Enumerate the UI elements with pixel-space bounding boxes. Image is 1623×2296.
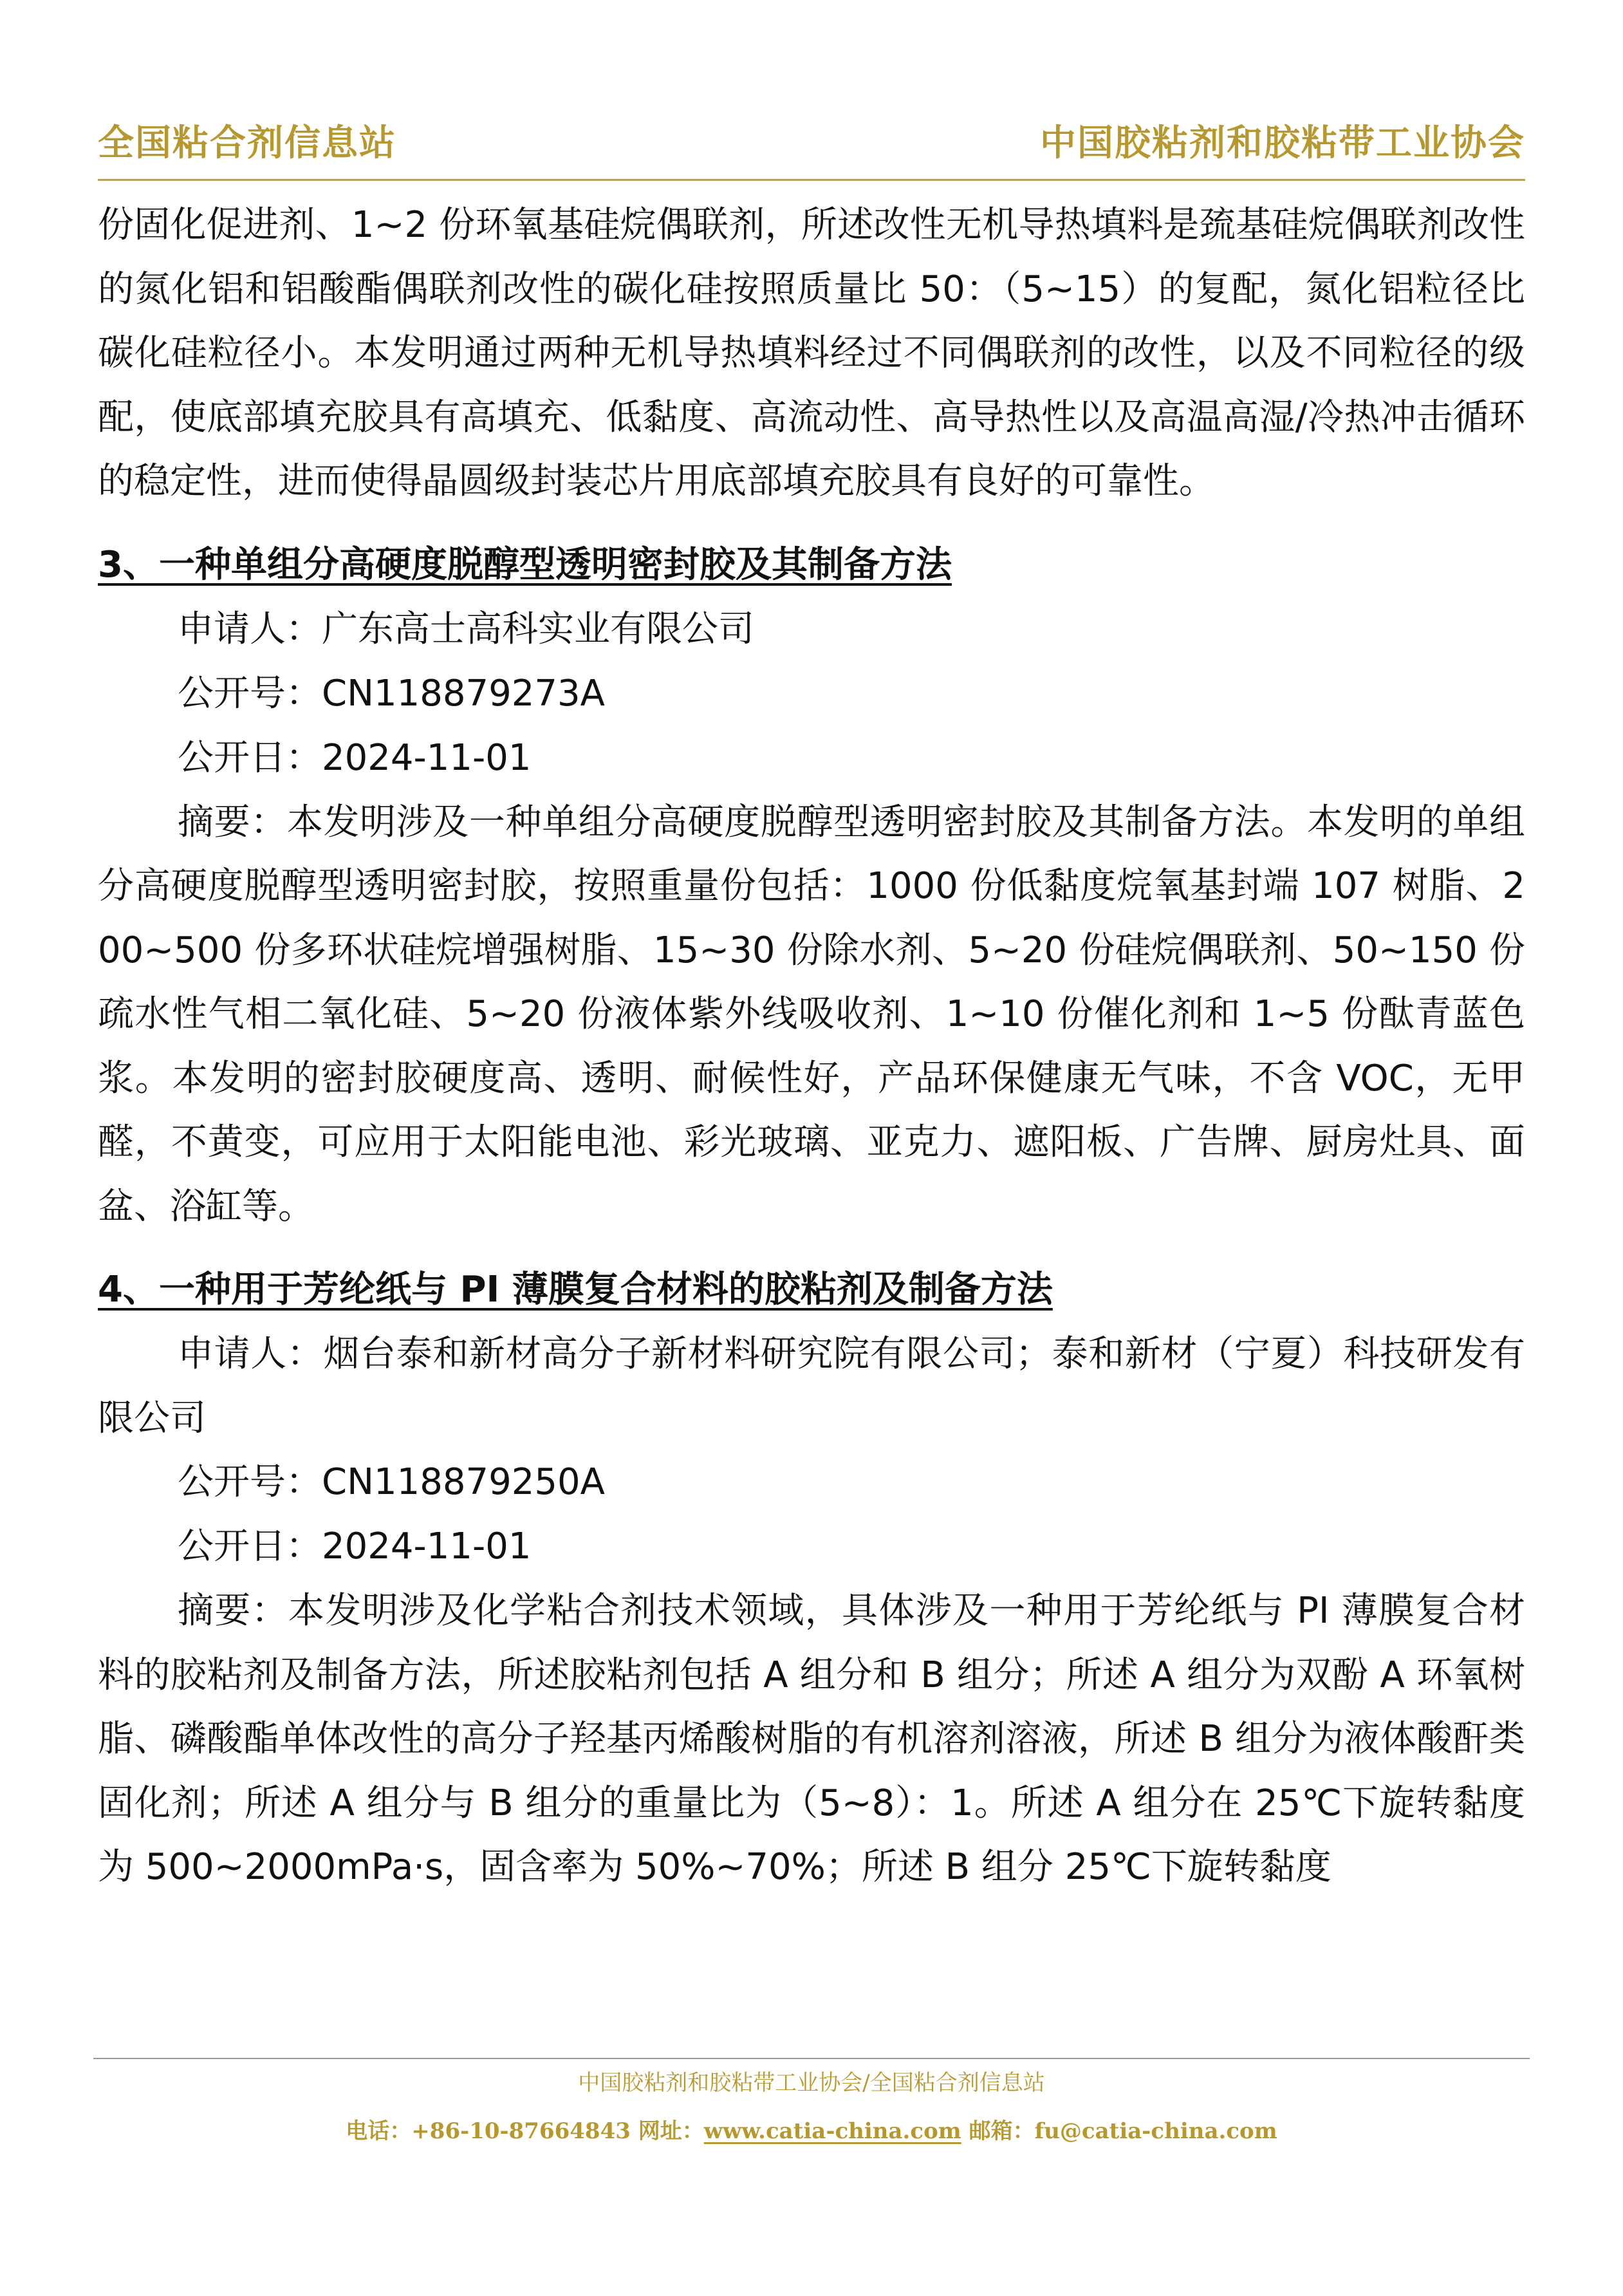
patent-publication-number: 公开号：CN118879250A [178, 1461, 605, 1503]
footer-divider [93, 2058, 1530, 2059]
footer-website-link[interactable]: www.catia-china.com [703, 2118, 961, 2144]
footer-contact [0, 2113, 1623, 2145]
patent-publication-number: 公开号：CN118879273A [178, 672, 605, 714]
patent-applicant: 申请人：烟台泰和新材高分子新材料研究院有限公司；泰和新材（宁夏）科技研发有限公司 [98, 1333, 1525, 1439]
patent-publication-date: 公开日：2024-11-01 [178, 736, 532, 779]
footer-email: 邮箱：fu@catia-china.com [961, 2118, 1277, 2144]
patent-title: 3、一种单组分高硬度脱醇型透明密封胶及其制备方法 [98, 543, 952, 586]
document-body [98, 193, 1525, 1899]
header-left-title: 全国粘合剂信息站 [98, 122, 396, 164]
footer-phone: 电话：+86-10-87664843 网址： [346, 2118, 704, 2144]
patent-abstract: 摘要：本发明涉及一种单组分高硬度脱醇型透明密封胶及其制备方法。本发明的单组分高硬度脱醇型透明密封胶，按照重量份包括：1000 份低黏度烷氧基封端 107 树脂、200~500 份多环状硅烷增强树脂、15~30 份除水剂、5~20 份硅烷偶联剂、50~150 份疏水性气相二氧化硅、5~20 份液体紫外线吸收剂、1~10 份催化剂和 1~5 份酞青蓝色浆。本发明的密封胶硬度高、透明、耐候性好，产品环保健康无气味，不含 VOC，无甲醛，不黄变，可应用于太阳能电池、彩光玻璃、亚克力、遮阳板、广告牌、厨房灶具、面盆、浴缸等。 [98, 801, 1526, 1227]
header-right-title: 中国胶粘剂和胶粘带工业协会 [1040, 122, 1525, 164]
page-header [98, 108, 1525, 181]
patent-applicant: 申请人：广东高士高科实业有限公司 [178, 608, 754, 650]
patent-entry [98, 1258, 1525, 1899]
patent-title: 4、一种用于芳纶纸与 PI 薄膜复合材料的胶粘剂及制备方法 [98, 1269, 1053, 1311]
intro-paragraph: 份固化促进剂、1~2 份环氧基硅烷偶联剂，所述改性无机导热填料是巯基硅烷偶联剂改性的氮化铝和铝酸酯偶联剂改性的碳化硅按照质量比 50：（5~15）的复配，氮化铝粒径比碳化硅粒径小。本发明通过两种无机导热填料经过不同偶联剂的改性，以及不同粒径的级配，使底部填充胶具有高填充、低黏度、高流动性、高导热性以及高温高湿/冷热冲击循环的稳定性，进而使得晶圆级封装芯片用底部填充胶具有良好的可靠性。 [98, 204, 1525, 502]
patent-publication-date: 公开日：2024-11-01 [178, 1526, 532, 1567]
patent-abstract: 摘要：本发明涉及化学粘合剂技术领域，具体涉及一种用于芳纶纸与 PI 薄膜复合材料的胶粘剂及制备方法，所述胶粘剂包括 A 组分和 B 组分；所述 A 组分为双酚 A 环氧树脂、磷酸酯单体改性的高分子羟基丙烯酸树脂的有机溶剂溶液，所述 B 组分为液体酸酐类固化剂；所述 A 组分与 B 组分的重量比为（5~8）：1。所述 A 组分在 25℃下旋转黏度为 500~2000mPa·s，固含率为 50%~70%；所述 B 组分 25℃下旋转黏度 [98, 1590, 1525, 1888]
patent-entry [98, 533, 1525, 1239]
footer-organization: 中国胶粘剂和胶粘带工业协会/全国粘合剂信息站 [578, 2070, 1045, 2096]
